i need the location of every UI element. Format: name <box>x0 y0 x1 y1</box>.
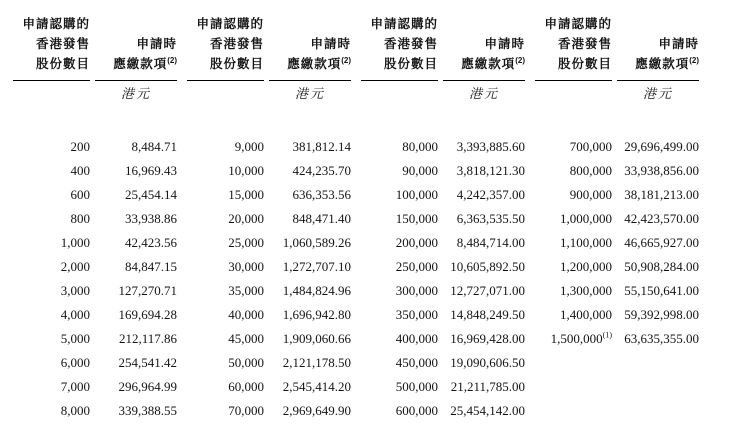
shares-value <box>535 327 612 351</box>
shares-value: 30,000 <box>228 259 264 274</box>
shares-header-line: 申請認購的 <box>22 17 90 31</box>
amount-header-line: 申請時 <box>658 37 699 51</box>
currency-label: 港元 <box>120 86 151 101</box>
amount-value: 55,150,641.00 <box>624 283 699 298</box>
shares-header-line: 香港發售 <box>557 37 612 51</box>
shares-value: 400 <box>70 163 90 178</box>
amount-header-text: 應繳款項 <box>635 57 690 71</box>
shares-value: 200,000 <box>395 235 438 250</box>
shares-value: 450,000 <box>395 355 438 370</box>
shares-value: 800,000 <box>569 163 612 178</box>
amount-value: 3,393,885.60 <box>456 139 525 154</box>
shares-header-line: 股份數目 <box>383 57 438 71</box>
amount-value: 1,272,707.10 <box>282 259 351 274</box>
currency-label: 港元 <box>294 86 325 101</box>
amount-value: 2,121,178.50 <box>282 355 351 370</box>
amount-value: 42,423.56 <box>125 235 177 250</box>
amount-value: 127,270.71 <box>118 283 177 298</box>
shares-value: 5,000 <box>60 331 90 346</box>
amount-value: 381,812.14 <box>292 139 351 154</box>
footnote-1-marker: (1) <box>602 330 612 340</box>
shares-value: 300,000 <box>395 283 438 298</box>
shares-value: 600 <box>70 187 90 202</box>
amount-value: 848,471.40 <box>292 211 351 226</box>
shares-header-line: 股份數目 <box>209 57 264 71</box>
amount-header-line <box>95 54 177 74</box>
table-group-3 <box>361 14 525 440</box>
amount-value: 16,969.43 <box>125 163 177 178</box>
amount-value: 636,353.56 <box>292 187 351 202</box>
amount-value: 46,665,927.00 <box>624 235 699 250</box>
shares-value: 45,000 <box>228 331 264 346</box>
header-body-spacer <box>13 103 177 135</box>
amount-value: 1,909,060.66 <box>282 331 351 346</box>
shares-value: 150,000 <box>395 211 438 226</box>
shares-column-header <box>535 14 612 81</box>
table-group-4 <box>535 14 699 440</box>
amount-column-header <box>95 34 177 81</box>
amount-header-line <box>443 54 525 74</box>
shares-value: 1,000,000 <box>560 211 612 226</box>
shares-value: 50,000 <box>228 355 264 370</box>
amount-value: 84,847.15 <box>125 259 177 274</box>
amount-value: 50,908,284.00 <box>624 259 699 274</box>
amount-value: 12,727,071.00 <box>450 283 525 298</box>
currency-label: 港元 <box>642 86 673 101</box>
shares-column-header <box>187 14 264 81</box>
shares-column-header <box>361 14 438 81</box>
amount-value: 2,545,414.20 <box>282 379 351 394</box>
amount-value: 424,235.70 <box>292 163 351 178</box>
amount-value: 16,969,428.00 <box>450 331 525 346</box>
shares-header-line: 申請認購的 <box>370 17 438 31</box>
amount-value: 1,696,942.80 <box>282 307 351 322</box>
shares-value: 900,000 <box>569 187 612 202</box>
amount-value: 59,392,998.00 <box>624 307 699 322</box>
footnote-2-marker: (2) <box>515 55 525 65</box>
amount-value: 25,454,142.00 <box>450 403 525 418</box>
amount-header-line: 申請時 <box>310 37 351 51</box>
shares-value: 35,000 <box>228 283 264 298</box>
shares-value: 1,200,000 <box>560 259 612 274</box>
shares-header-line: 申請認購的 <box>544 17 612 31</box>
currency-label: 港元 <box>468 86 499 101</box>
shares-value: 700,000 <box>569 139 612 154</box>
shares-header-line: 股份數目 <box>557 57 612 71</box>
shares-value: 15,000 <box>228 187 264 202</box>
shares-value: 40,000 <box>228 307 264 322</box>
shares-value: 9,000 <box>234 139 264 154</box>
shares-value: 250,000 <box>395 259 438 274</box>
amount-value: 29,696,499.00 <box>624 139 699 154</box>
amount-value: 1,484,824.96 <box>282 283 351 298</box>
amount-value: 21,211,785.00 <box>450 379 525 394</box>
header-body-spacer <box>187 103 351 135</box>
amount-value: 10,605,892.50 <box>450 259 525 274</box>
shares-value: 1,300,000 <box>560 283 612 298</box>
amount-column-header <box>443 34 525 81</box>
shares-value: 8,000 <box>60 403 90 418</box>
shares-number: 1,500,000 <box>550 331 603 346</box>
amount-header-line: 申請時 <box>484 37 525 51</box>
amount-column-header <box>269 34 351 81</box>
amount-value: 2,969,649.90 <box>282 403 351 418</box>
shares-value: 200 <box>70 139 90 154</box>
header-body-spacer <box>361 103 525 135</box>
shares-value: 60,000 <box>228 379 264 394</box>
amount-value: 25,454.14 <box>125 187 177 202</box>
amount-header-line: 申請時 <box>136 37 177 51</box>
amount-header-line <box>269 54 351 74</box>
shares-header-line: 申請認購的 <box>196 17 264 31</box>
shares-value: 6,000 <box>60 355 90 370</box>
shares-value: 800 <box>70 211 90 226</box>
amount-value: 8,484.71 <box>131 139 177 154</box>
shares-value: 25,000 <box>228 235 264 250</box>
amount-value: 42,423,570.00 <box>624 211 699 226</box>
shares-value: 80,000 <box>402 139 438 154</box>
shares-value: 3,000 <box>60 283 90 298</box>
shares-value: 2,000 <box>60 259 90 274</box>
amount-value: 3,818,121.30 <box>456 163 525 178</box>
shares-value: 20,000 <box>228 211 264 226</box>
shares-header-line: 香港發售 <box>383 37 438 51</box>
shares-value: 100,000 <box>395 187 438 202</box>
amount-header-line <box>617 54 699 74</box>
shares-header-line: 香港發售 <box>35 37 90 51</box>
shares-value: 1,000 <box>60 235 90 250</box>
amount-value: 4,242,357.00 <box>456 187 525 202</box>
shares-value: 500,000 <box>395 379 438 394</box>
amount-value: 38,181,213.00 <box>624 187 699 202</box>
shares-value: 7,000 <box>60 379 90 394</box>
amount-value: 254,541.42 <box>118 355 177 370</box>
amount-value: 33,938,856.00 <box>624 163 699 178</box>
amount-value: 63,635,355.00 <box>624 331 699 346</box>
shares-header-line: 香港發售 <box>209 37 264 51</box>
footnote-2-marker: (2) <box>341 55 351 65</box>
amount-header-text: 應繳款項 <box>287 57 342 71</box>
shares-value: 600,000 <box>395 403 438 418</box>
header-body-spacer <box>535 103 699 135</box>
amount-value: 19,090,606.50 <box>450 355 525 370</box>
shares-value: 350,000 <box>395 307 438 322</box>
shares-value: 400,000 <box>395 331 438 346</box>
shares-value: 1,100,000 <box>560 235 612 250</box>
shares-value: 1,400,000 <box>560 307 612 322</box>
amount-value: 339,388.55 <box>118 403 177 418</box>
amount-value: 33,938.86 <box>125 211 177 226</box>
footnote-2-marker: (2) <box>689 55 699 65</box>
shares-value: 10,000 <box>228 163 264 178</box>
shares-value: 4,000 <box>60 307 90 322</box>
amount-header-text: 應繳款項 <box>113 57 168 71</box>
shares-column-header <box>13 14 90 81</box>
amount-value: 212,117.86 <box>118 331 177 346</box>
shares-value: 70,000 <box>228 403 264 418</box>
amount-value: 14,848,249.50 <box>450 307 525 322</box>
amount-value: 8,484,714.00 <box>456 235 525 250</box>
amount-header-text: 應繳款項 <box>461 57 516 71</box>
footnote-2-marker: (2) <box>167 55 177 65</box>
shares-header-line: 股份數目 <box>35 57 90 71</box>
shares-value: 90,000 <box>402 163 438 178</box>
amount-column-header <box>617 34 699 81</box>
amount-value: 169,694.28 <box>118 307 177 322</box>
amount-value: 1,060,589.26 <box>282 235 351 250</box>
table-group-1 <box>13 14 177 440</box>
amount-value: 296,964.99 <box>118 379 177 394</box>
table-group-2 <box>187 14 351 440</box>
amount-value: 6,363,535.50 <box>456 211 525 226</box>
